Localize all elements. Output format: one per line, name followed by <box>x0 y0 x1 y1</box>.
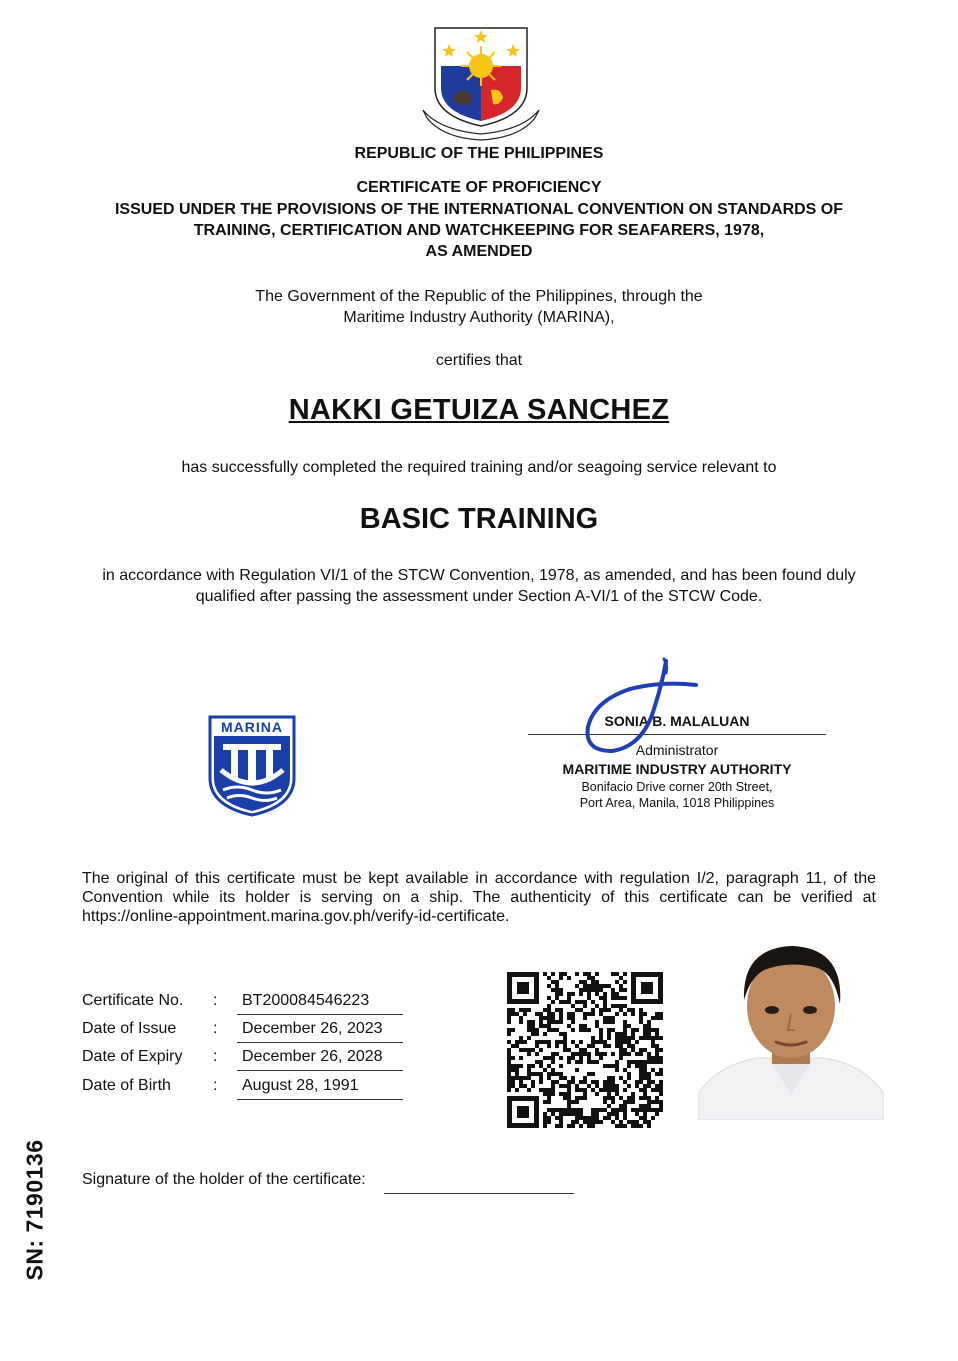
date-of-birth-label: Date of Birth <box>82 1077 171 1094</box>
country-heading: REPUBLIC OF THE PHILIPPINES <box>354 145 604 162</box>
accordance-line-2: qualified after passing the assessment under Section A-VI/1 of the STCW Code. <box>195 588 763 605</box>
marina-logo-text: MARINA <box>221 719 283 735</box>
administrator-name: SONIA B. MALALUAN <box>604 713 750 729</box>
date-of-issue-label: Date of Issue <box>82 1020 177 1037</box>
agency-name: MARITIME INDUSTRY AUTHORITY <box>562 761 792 777</box>
date-of-expiry-colon: : <box>213 1048 218 1065</box>
certificate-number-colon: : <box>213 992 218 1009</box>
date-of-birth-colon: : <box>213 1077 218 1094</box>
verification-notice: The original of this certificate must be kept available in accordance with regulation I/2, paragraph 11, of the Convention while its holder is serving on a ship. The authenticity of this certificate can be verified at https://online-appointment.marina.gov.ph/verify-id-certificate. <box>82 870 876 925</box>
agency-address-line-1: Bonifacio Drive corner 20th Street, <box>581 780 773 794</box>
administrator-position: Administrator <box>635 742 719 758</box>
administrator-signature <box>578 655 708 765</box>
date-of-expiry-value: December 26, 2028 <box>237 1048 403 1071</box>
intro-line-2: Maritime Industry Authority (MARINA), <box>343 309 615 326</box>
date-of-issue-value: December 26, 2023 <box>237 1020 403 1043</box>
completion-statement: has successfully completed the required training and/or seagoing service relevant to <box>181 459 777 476</box>
holder-signature-label: Signature of the holder of the certificate: <box>82 1171 366 1188</box>
convention-line-2: TRAINING, CERTIFICATION AND WATCHKEEPING FOR SEAFARERS, 1978, <box>193 222 765 239</box>
certificate-title: CERTIFICATE OF PROFICIENCY <box>356 179 602 196</box>
holder-signature-line <box>384 1193 574 1194</box>
date-of-expiry-label: Date of Expiry <box>82 1048 183 1065</box>
convention-line-1: ISSUED UNDER THE PROVISIONS OF THE INTERNATIONAL CONVENTION ON STANDARDS OF <box>114 201 844 218</box>
intro-line-1: The Government of the Republic of the Philippines, through the <box>255 288 703 305</box>
agency-address-line-2: Port Area, Manila, 1018 Philippines <box>579 796 775 810</box>
verification-qr-code <box>507 972 663 1128</box>
accordance-line-1: in accordance with Regulation VI/1 of the STCW Convention, 1978, as amended, and has been found duly <box>102 567 856 584</box>
certificate-number-label: Certificate No. <box>82 992 184 1009</box>
convention-line-3: AS AMENDED <box>425 243 533 260</box>
marina-logo <box>207 714 297 818</box>
coat-of-arms-seal <box>419 18 543 142</box>
holder-name: NAKKI GETUIZA SANCHEZ <box>288 394 670 426</box>
certifies-text: certifies that <box>435 352 523 369</box>
holder-photo <box>698 934 884 1120</box>
date-of-birth-value: August 28, 1991 <box>237 1077 403 1100</box>
course-title: BASIC TRAINING <box>359 503 599 535</box>
date-of-issue-colon: : <box>213 1020 218 1037</box>
certificate-number-value: BT200084546223 <box>237 992 403 1015</box>
serial-number: SN: 7190136 <box>21 1139 48 1281</box>
